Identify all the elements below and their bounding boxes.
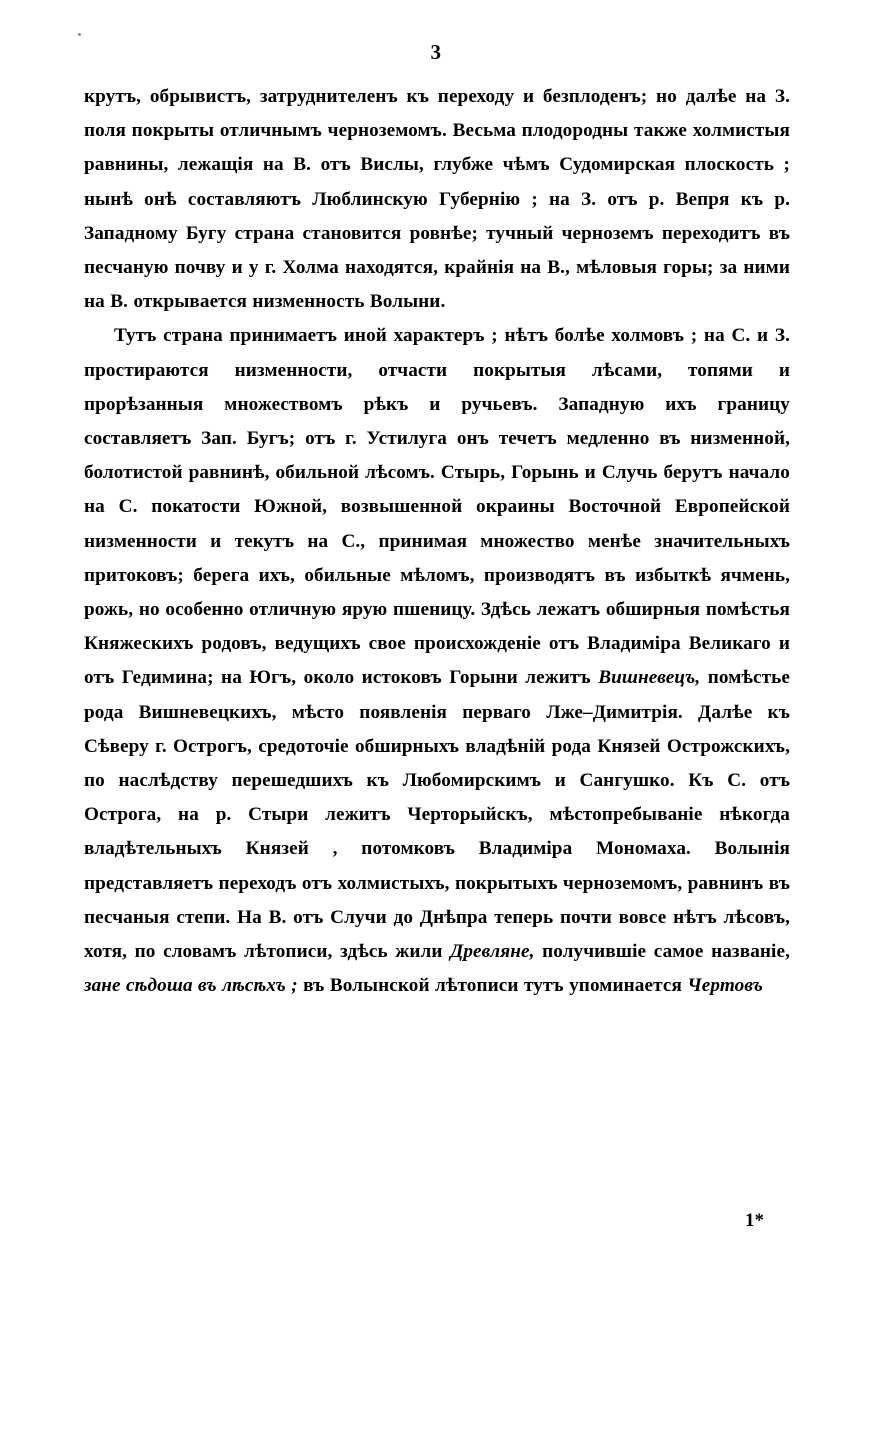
signature-mark: 1* <box>745 1210 764 1231</box>
page-speck <box>78 33 81 36</box>
text-run: въ Волынской лѣтописи тутъ упоминается <box>297 975 688 997</box>
page-number: 3 <box>430 40 442 64</box>
italic-run: Чертовъ <box>687 975 763 997</box>
paragraph <box>84 319 790 1003</box>
text-run: получившіе самое названіе, <box>534 941 790 963</box>
italic-run: Вишневецъ, <box>598 667 701 689</box>
italic-run: Древляне, <box>450 941 535 963</box>
text-run: Тутъ страна принимаетъ иной характеръ ; нѣтъ болѣе холмовъ ; на С. и З. простираются низменности, отчасти покрытыя лѣсами, топями и прорѣзанныя множествомъ рѣкъ и ручьевъ. Западную ихъ границу составляетъ Зап. Бугъ; отъ г. Устилуга онъ течетъ медленно въ низменной, болотистой равнинѣ, обильной лѣсомъ. Стырь, Горынь и Случь берутъ начало на С. покатости Южной, возвышенной окраины Восточной Европейской низменности и текутъ на С., принимая множество менѣе значительныхъ притоковъ; берега ихъ, обильные мѣломъ, производятъ въ избыткѣ ячмень, рожь, но особенно отличную ярую пшеницу. Здѣсь лежатъ обширныя помѣстья Княжескихъ родовъ, ведущихъ свое происхожденіе отъ Владиміра Великаго и отъ Гедимина; на Югъ, около истоковъ Горыни лежитъ <box>84 325 790 689</box>
text-run: крутъ, обрывистъ, затруднителенъ къ переходу и безплоденъ; но далѣе на З. поля покрыты отличнымъ черноземомъ. Весьма плодородны также холмистыя равнины, лежащія на В. отъ Вислы, глубже чѣмъ Судомирская плоскость ; нынѣ онѣ составляютъ Люблинскую Губернію ; на З. отъ р. Вепря къ р. Западному Бугу страна становится ровнѣе; тучный черноземъ переходитъ въ песчаную почву и у г. Холма находятся, крайнія на В., мѣловыя горы; за ними на В. открывается низменность Волыни. <box>84 86 790 313</box>
body-text <box>84 80 790 1003</box>
italic-run: зане сѣдоша въ лѣсѣхъ ; <box>84 975 298 997</box>
paragraph <box>84 80 790 319</box>
text-run: помѣстье рода Вишневецкихъ, мѣсто появленія перваго Лже–Димитрія. Далѣе къ Сѣверу г. Острогъ, средоточіе обширныхъ владѣній рода Князей Острожскихъ, по наслѣдству перешедшихъ къ Любомирскимъ и Сангушко. Къ С. отъ Острога, на р. Стыри лежитъ Черторыйскъ, мѣстопребываніе нѣкогда владѣтельныхъ Князей , потомковъ Владиміра Мономаха. Волынія представляетъ переходъ отъ холмистыхъ, покрытыхъ черноземомъ, равнинъ въ песчаныя степи. На В. отъ Случи до Днѣпра теперь почти вовсе нѣтъ лѣсовъ, хотя, по словамъ лѣтописи, здѣсь жили <box>84 667 791 963</box>
